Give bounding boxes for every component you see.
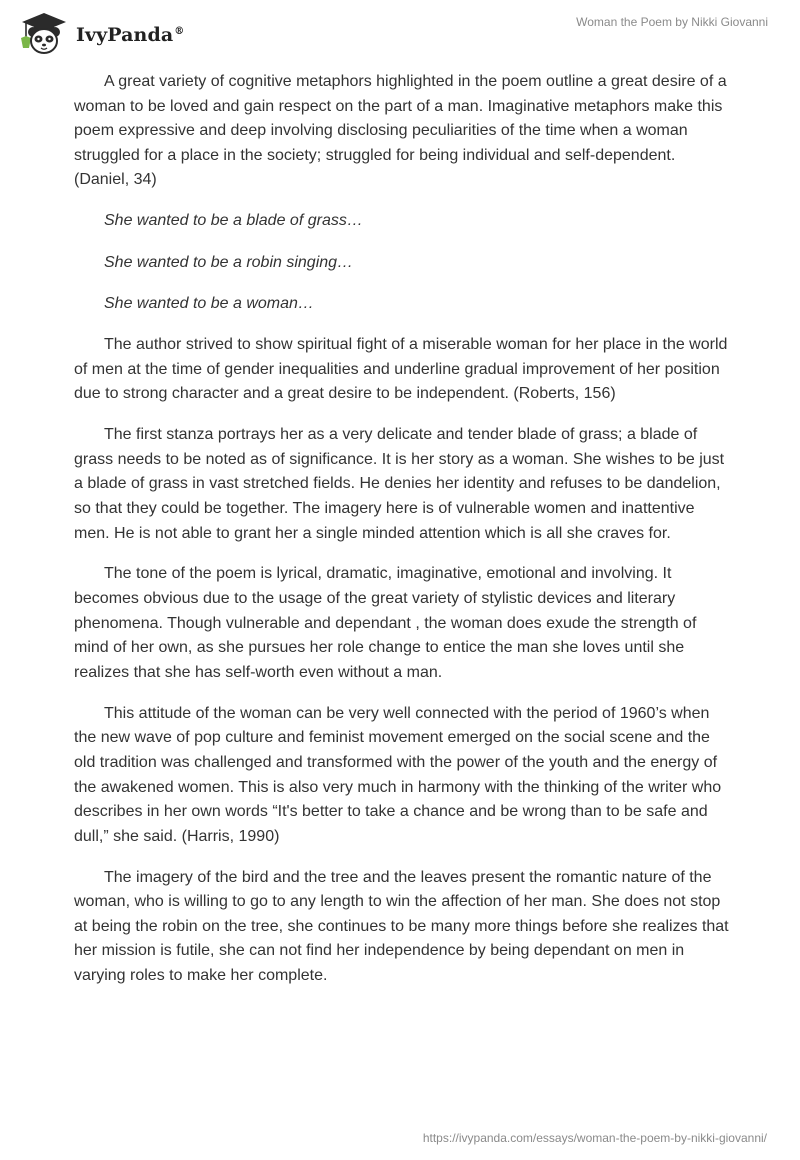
page-header	[0, 0, 800, 64]
paragraph: The tone of the poem is lyrical, dramatic, imaginative, emotional and involving. It becomes obvious due to the usage of the great variety of stylistic devices and literary phenomena. Though vulnerable and dependant , the woman does exude the strength of mind of her own, as she pursues her role change to entice the man she loves until she realizes that she has self-worth even without a man.	[74, 565, 697, 681]
essay-body	[74, 70, 734, 1005]
paragraph: The imagery of the bird and the tree and the leaves present the romantic nature of the woman, who is willing to go to any length to win the affection of her man. She does not stop at being the robin on the tree, she continues to be many more things before she realizes that her mission is futile, she can not find her independence by being dependant on men in varying roles to make her complete.	[74, 868, 729, 984]
brand-logo[interactable]	[14, 8, 184, 58]
paragraph: This attitude of the woman can be very well connected with the period of 1960’s when the new wave of pop culture and feminist movement emerged on the social scene and the old tradition was challenged and transformed with the power of the youth and the energy of the awakened women. This is also very much in harmony with the thinking of the writer who describes in her own words “It's better to take a chance and be wrong than to be safe and dull,” she said. (Harris, 1990)	[74, 704, 722, 845]
panda-graduation-cap-icon	[14, 8, 74, 58]
paragraph: The first stanza portrays her as a very delicate and tender blade of grass; a blade of grass needs to be noted as of significance. It is her story as a woman. She wishes to be just a blade of grass in vast stretched fields. He denies her identity and refuses to be dandelion, so that they could be together. The imagery here is of vulnerable women and inattentive men. He is not able to grant her a single minded attention which is all she craves for.	[74, 426, 725, 542]
paragraph: A great variety of cognitive metaphors highlighted in the poem outline a great desire of a woman to be loved and gain respect on the part of a man. Imaginative metaphors make this poem expressive and deep involving disclosing peculiarities of the time when a woman struggled for a place in the society; struggled for being individual and self-dependent. (Daniel, 34)	[74, 73, 727, 189]
brand-name: IvyPanda®	[76, 24, 185, 46]
document-title: Woman the Poem by Nikki Giovanni	[576, 15, 768, 29]
poem-quote: She wanted to be a robin singing…	[104, 253, 354, 271]
source-url-link[interactable]: https://ivypanda.com/essays/woman-the-poem-by-nikki-giovanni/	[422, 1131, 767, 1145]
paragraph: The author strived to show spiritual fight of a miserable woman for her place in the world of men at the time of gender inequalities and underline gradual improvement of her position due to strong character and a great desire to be independent. (Roberts, 156)	[74, 336, 728, 403]
poem-quote: She wanted to be a blade of grass…	[104, 212, 363, 230]
registered-mark: ®	[174, 25, 185, 37]
poem-quote: She wanted to be a woman…	[104, 294, 314, 312]
